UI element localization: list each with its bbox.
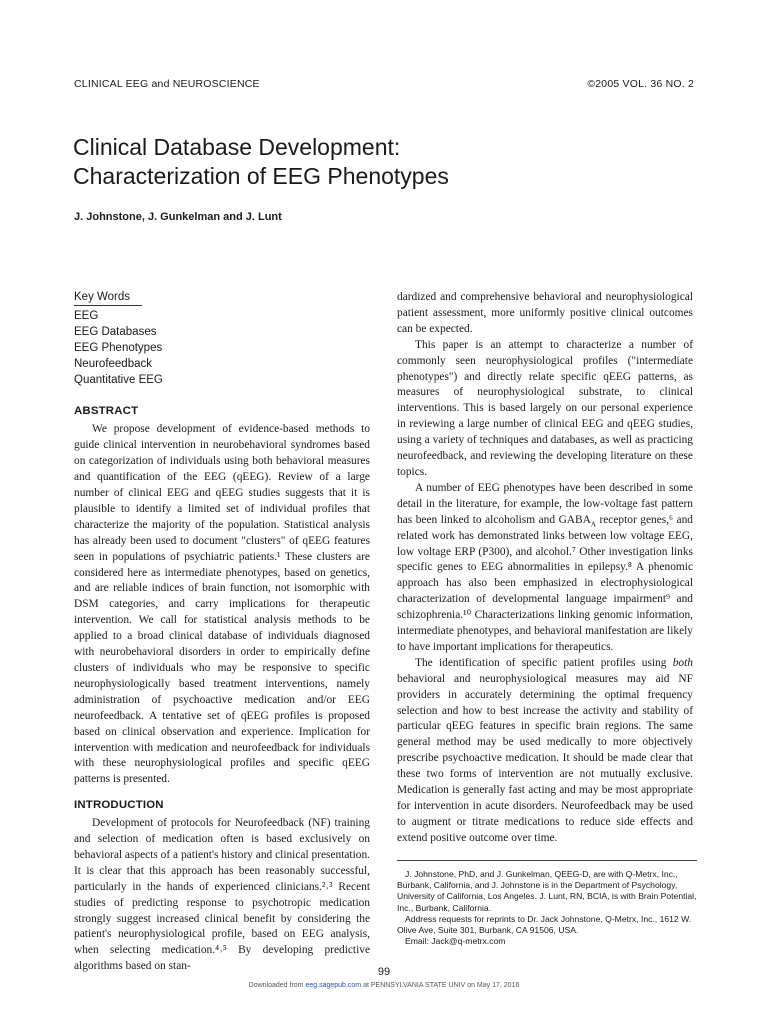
abstract-heading: ABSTRACT <box>74 405 139 418</box>
introduction-heading: INTRODUCTION <box>74 799 164 812</box>
footnote-affiliation: J. Johnstone, PhD, and J. Gunkelman, QEEG-D, are with Q-Metrx, Inc., Burbank, California, and J. Johnstone is in the Department of Psychology, University of California, Los Angeles. J. Lunt, RN, BCIA, is with Brain Potential, Inc., Burbank, California. <box>397 869 697 913</box>
left-column <box>74 290 370 975</box>
subscript: A <box>590 519 596 528</box>
volume-info: ©2005 VOL. 36 NO. 2 <box>587 78 694 90</box>
keywords-box <box>74 290 370 388</box>
paragraph: dardized and comprehensive behavioral and neurophysiological patient assessment, more uniformly positive clinical outcomes can be expected. <box>397 291 693 335</box>
keyword-item: Neurofeedback <box>74 358 152 371</box>
page-number: 99 <box>377 966 391 978</box>
download-link[interactable]: eeg.sagepub.com <box>305 982 362 989</box>
title-line-2: Characterization of EEG Phenotypes <box>73 163 449 189</box>
footnote-reprints: Address requests for reprints to Dr. Jack Johnstone, Q-Metrx, Inc., 1612 W. Olive Ave, Suite 301, Burbank, CA 91506, USA. <box>397 913 692 936</box>
keywords-heading: Key Words <box>74 290 142 306</box>
article-title <box>73 133 573 191</box>
download-prefix: Downloaded from <box>248 982 306 989</box>
title-line-1: Clinical Database Development: <box>73 134 401 160</box>
right-column <box>397 290 693 847</box>
paragraph <box>397 656 693 847</box>
keyword-item: EEG <box>74 310 99 322</box>
keyword-item: Quantitative EEG <box>74 374 163 387</box>
keyword-item: EEG Phenotypes <box>74 342 163 355</box>
download-suffix: at PENNSYLVANIA STATE UNIV on May 17, 2016 <box>361 982 520 989</box>
paragraph <box>397 481 693 656</box>
paragraph-text: The identification of specific patient profiles using <box>415 656 673 669</box>
paragraph-text: A number of EEG phenotypes have been described in some detail in the literature, for example, the low-voltage fast pattern has been linked to alcoholism and GABA <box>397 481 693 526</box>
footnote-email: Email: Jack@q-metrx.com <box>405 936 506 947</box>
abstract-text: We propose development of evidence-based methods to guide clinical intervention in neurobehavioral syndromes based on categorization of individuals using both behavioral measures and quantification of the EEG (qEEG). Review of a large number of clinical EEG and qEEG studies suggests that it is plausible to identify a limited set of individual profiles that characterize the majority of the population. Statistical analysis has already been used to document "clusters" of qEEG features seen in populations of psychiatric patients.¹ These clusters are considered here as intermediate phenotypes, based on genetics, and are reliable indices of brain function, not isomorphic with DSM categories, and carry implications for therapeutic intervention. We call for statistical analysis methods to be applied to a broad clinical database of individuals diagnosed with neurobehavioral disorders in order to empirically define clusters of individuals who may be responsive to specific neurophysiologically based treatment interventions, namely administration of psychoactive medication and/or EEG neurofeedback. A tentative set of qEEG profiles is proposed based on clinical observation and experience. Implication for intervention with medication and neurofeedback for individuals with these neurophysiological profiles and specific qEEG patterns is presented. <box>74 423 370 786</box>
keyword-item: EEG Databases <box>74 326 157 339</box>
emphasis: both <box>672 656 693 669</box>
authors: J. Johnstone, J. Gunkelman and J. Lunt <box>74 211 282 223</box>
paragraph-text: behavioral and neurophysiological measures may aid NF providers in accurately determining the optimal frequency selection and how to best increase the activity and stability of particular qEEG features in specific brain regions. The same general method may be used medically to more objectively prescribe psychoactive medication. It should be made clear that these two forms of intervention are not mutually exclusive. Medication is generally fast acting and may be most appropriate for intervention in acute disorders. Neurofeedback may be used to augment or titrate medications to reduce side effects and extend positive outcome over time. <box>397 672 693 844</box>
paragraph-text: receptor genes,⁶ and related work has demonstrated links between low voltage EEG, low voltage ERP (P300), and alcohol.⁷ Other investigation links specific genes to EEG abnormalities in epilepsy.⁸ A phenomic approach has also been emphasized in electrophysiological characterization of developmental language impairment⁹ and schizophrenia.¹⁰ Characterizations linking genomic information, intermediate phenotypes, and behavioral manifestation are likely to have important implications for therapeutics. <box>397 513 693 653</box>
journal-name: CLINICAL EEG and NEUROSCIENCE <box>74 78 260 90</box>
introduction-text: Development of protocols for Neurofeedback (NF) training and selection of medication often is based exclusively on behavioral aspects of a patient's history and clinical presentation. It is clear that this approach has been reasonably successful, particularly in the hands of experienced clinicians.²˒³ Recent studies of predicting response to psychotropic medication strongly suggest increased clinical benefit by considering the patient's neurophysiological profile, based on EEG analysis, when selecting medication.⁴˒⁵ By developing predictive algorithms based on stan- <box>74 817 370 973</box>
paragraph: This paper is an attempt to characterize a number of commonly seen neurophysiological profiles ("intermediate phenotypes") and directly relate specific qEEG patterns, as measures of neurophysiological substrate, to clinical interventions. This is based largely on our personal experience in reviewing a large number of clinical EEG and qEEG studies, using a variety of techniques and databases, as well as practicing neurofeedback, and reviewing the developing literature on these topics. <box>397 338 693 478</box>
download-notice <box>0 982 768 989</box>
author-footnote <box>397 860 697 947</box>
